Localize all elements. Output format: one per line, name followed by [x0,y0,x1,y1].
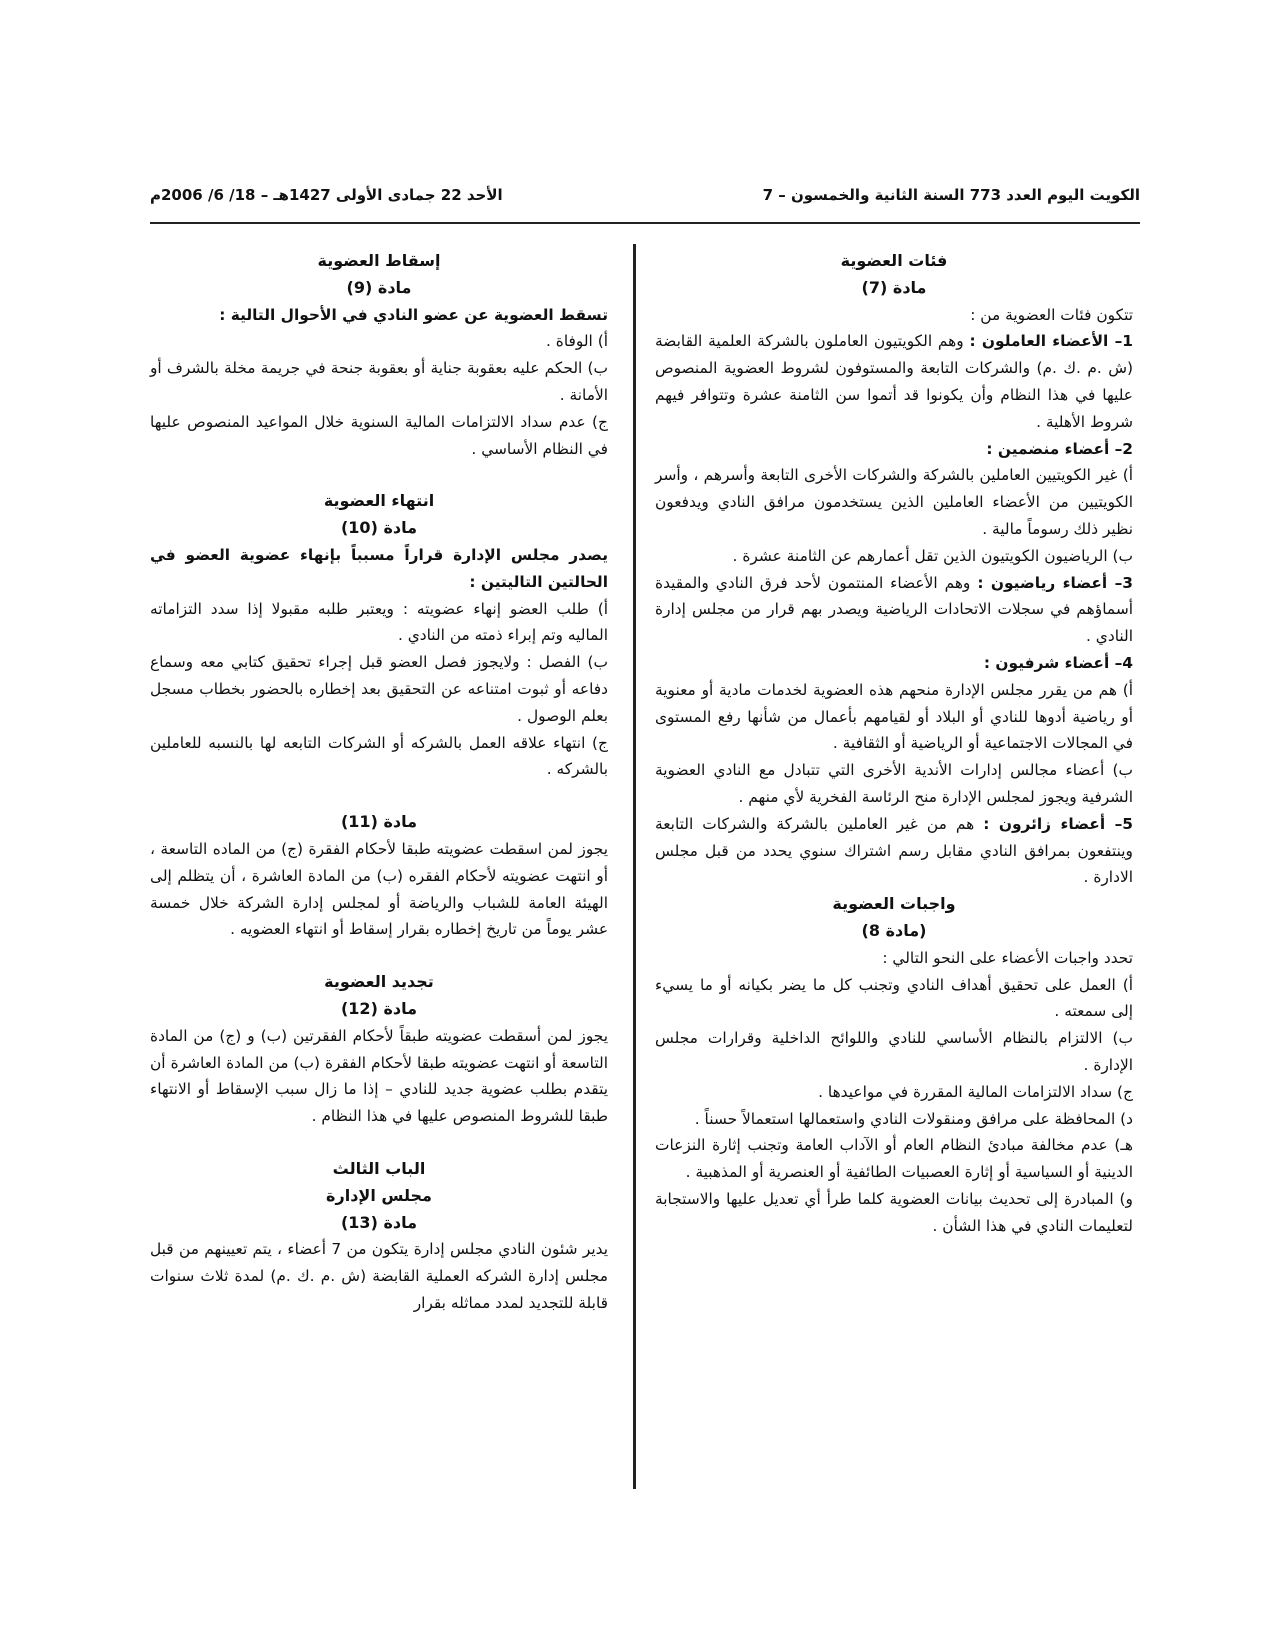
article-10-c: ج) انتهاء علاقه العمل بالشركه أو الشركات التابعه لها بالنسبه للعاملين بالشركه . [150,733,608,779]
item-4-b: ب) أعضاء مجالس إدارات الأندية الأخرى التي تتبادل مع النادي العضوية الشرفية ويجوز لمجلس الإدارة منح الرئاسة الفخرية لأي منهم . [655,761,1133,806]
item-4-label: 4– أعضاء شرفيون : [983,653,1133,672]
duty-a: أ) العمل على تحقيق أهداف النادي وتجنب كل ما يضر بكيانه أو ما يسيء إلى سمعته . [655,975,1133,1021]
article-13-text: يدير شئون النادي مجلس إدارة يتكون من 7 أعضاء ، يتم تعيينهم من قبل مجلس إدارة الشركه العملية القابضة (ش .م .ك .م) لمدة ثلاث سنوات قابلة للتجديد لمدد مماثله بقرار [150,1240,608,1312]
article-12-heading: مادة (12) [340,998,418,1018]
article-9-b: ب) الحكم عليه بعقوبة جناية أو بعقوبة جنحة في جريمة مخلة بالشرف أو الأمانة . [150,359,608,404]
section-title-membership-forfeiture: إسقاط العضوية [317,251,441,270]
article-13-heading: مادة (13) [340,1212,418,1232]
item-5 [655,811,1133,891]
column-divider [633,244,636,1489]
spacer [150,783,608,809]
duty-f: و) المبادرة إلى تحديث بيانات العضوية كلما طرأ أي تعديل عليها والاستجابة لتعليمات النادي في هذا الشأن . [655,1189,1133,1235]
item-5-text: هم من غير العاملين بالشركة والشركات التابعة وينتفعون بمرافق النادي مقابل رسم اشتراك سنوي يحدد من قبل مجلس الادارة . [655,814,1133,887]
article-10-intro: يصدر مجلس الإدارة قراراً مسبباً بإنهاء عضوية العضو في الحالتين التاليتين : [150,545,608,591]
spacer [150,462,608,488]
article-11-heading: مادة (11) [340,812,418,832]
item-1-text: وهم الكويتيون العاملون بالشركة العلمية القابضة (ش .م .ك .م) والشركات التابعة والمستوفون لشروط العضوية المنصوص عليها في هذا النظام وأن يكونوا قد أتموا سن الثامنة عشرة وتتوافر فيهم شروط الأهلية . [655,332,1133,431]
article-9-c: ج) عدم سداد الالتزامات المالية السنوية خلال المواعيد المنصوص عليها في النظام الأساسي . [150,412,608,458]
header-rule [150,222,1140,224]
chapter-3-subtitle: مجلس الإدارة [326,1185,432,1205]
article-9-intro: تسقط العضوية عن عضو النادي في الأحوال التالية : [219,305,608,324]
item-3-text: وهم الأعضاء المنتمون لأحد فرق النادي والمقيدة أسماؤهم في سجلات الاتحادات الرياضية ويصدر بهم قرار من مجلس إدارة النادي . [655,573,1133,646]
item-2-b: ب) الرياضيون الكويتيون الذين تقل أعمارهم عن الثامنة عشرة . [732,546,1133,565]
issue-date: الأحد 22 جمادى الأولى 1427هـ – 18/ 6/ 2006م [150,186,503,204]
spacer [150,943,608,969]
item-3-label: 3– أعضاء رياضيون : [977,573,1134,592]
left-column [150,248,608,1317]
right-column [655,248,1133,1239]
article-7-heading: مادة (7) [861,277,927,297]
item-1 [655,328,1133,435]
item-4-a: أ) هم من يقرر مجلس الإدارة منحهم هذه العضوية لخدمات مادية أو معنوية أو رياضية أدوها للنادي أو البلاد أو لقيامهم بأعمال من شأنها رفع المستوى في المجالات الاجتماعية أو الرياضية أو الثقافية . [655,680,1133,753]
spacer [150,1130,608,1156]
section-title-membership-termination: انتهاء العضوية [323,491,435,511]
duty-d: د) المحافظة على مرافق ومنقولات النادي واستعمالها استعمالاً حسناً . [694,1109,1133,1128]
duty-b: ب) الالتزام بالنظام الأساسي للنادي واللوائح الداخلية وقرارات مجلس الإدارة . [655,1029,1133,1074]
section-title-membership-duties: واجبات العضوية [832,894,956,914]
article-12-text: يجوز لمن أسقطت عضويته طبقاً لأحكام الفقرتين (ب) و (ج) من المادة التاسعة أو انتهت عضويته طبقا لأحكام الفقرة (ب) من المادة العاشرة أن يتقدم بطلب عضوية جديد للنادي – إذا ما زال سبب الإسقاط أو الانتهاء طبقا للشروط المنصوص عليها في هذا النظام . [150,1026,608,1126]
article-10-b: ب) الفصل : ولايجوز فصل العضو قبل إجراء تحقيق كتابي معه وسماع دفاعه أو ثبوت امتناعه عن التحقيق بعد إخطاره بالحضور بخطاب مسجل بعلم الوصول . [150,653,608,725]
article-11-text: يجوز لمن اسقطت عضويته طبقا لأحكام الفقرة (ج) من الماده التاسعة ، أو انتهت عضويته لأحكام الفقره (ب) من المادة العاشرة ، أن يتظلم إلى الهيئة العامة للشباب والرياضة أو لمجلس إدارة الشركة خلال خمسة عشر يوماً من تاريخ إخطاره بقرار إسقاط أو انتهاء العضويه . [150,839,608,939]
chapter-3-title: الباب الثالث [332,1158,426,1178]
article-8-heading: (مادة 8) [861,920,927,940]
duty-e: هـ) عدم مخالفة مبادئ النظام العام أو الآداب العامة وتجنب إثارة النزعات الدينية أو السياسية أو إثارة العصبيات الطائفية أو العنصرية أو المذهبية . [655,1136,1133,1182]
article-8-intro: تحدد واجبات الأعضاء على النحو التالي : [882,948,1133,967]
section-title-membership-renewal: تجديد العضوية [324,972,434,992]
page-header [150,186,1140,214]
item-1-label: 1– الأعضاء العاملون : [969,332,1133,351]
item-2-a: أ) غير الكويتيين العاملين بالشركة والشركات الأخرى التابعة وأسرهم ، وأسر الكويتيين من الأعضاء العاملين الذين يستخدمون مرافق النادي ويدفعون نظير ذلك رسوماً مالية . [655,466,1133,538]
gazette-issue-info: الكويت اليوم العدد 773 السنة الثانية والخمسون – 7 [762,186,1140,204]
article-9-heading: مادة (9) [346,277,412,297]
duty-c: ج) سداد الالتزامات المالية المقررة في مواعيدها . [818,1082,1133,1101]
item-3 [655,570,1133,650]
article-10-heading: مادة (10) [340,518,418,538]
item-2-label: 2– أعضاء منضمين : [986,439,1133,458]
article-7-intro: تتكون فئات العضوية من : [970,305,1133,324]
item-5-label: 5– أعضاء زائرون : [983,814,1133,833]
section-title-membership-categories: فئات العضوية [840,251,948,270]
article-10-a: أ) طلب العضو إنهاء عضويته : ويعتبر طلبه مقبولا إذا سدد التزاماته الماليه وتم إبراء ذمته من النادي . [150,599,608,645]
article-9-a: أ) الوفاة . [546,332,608,351]
